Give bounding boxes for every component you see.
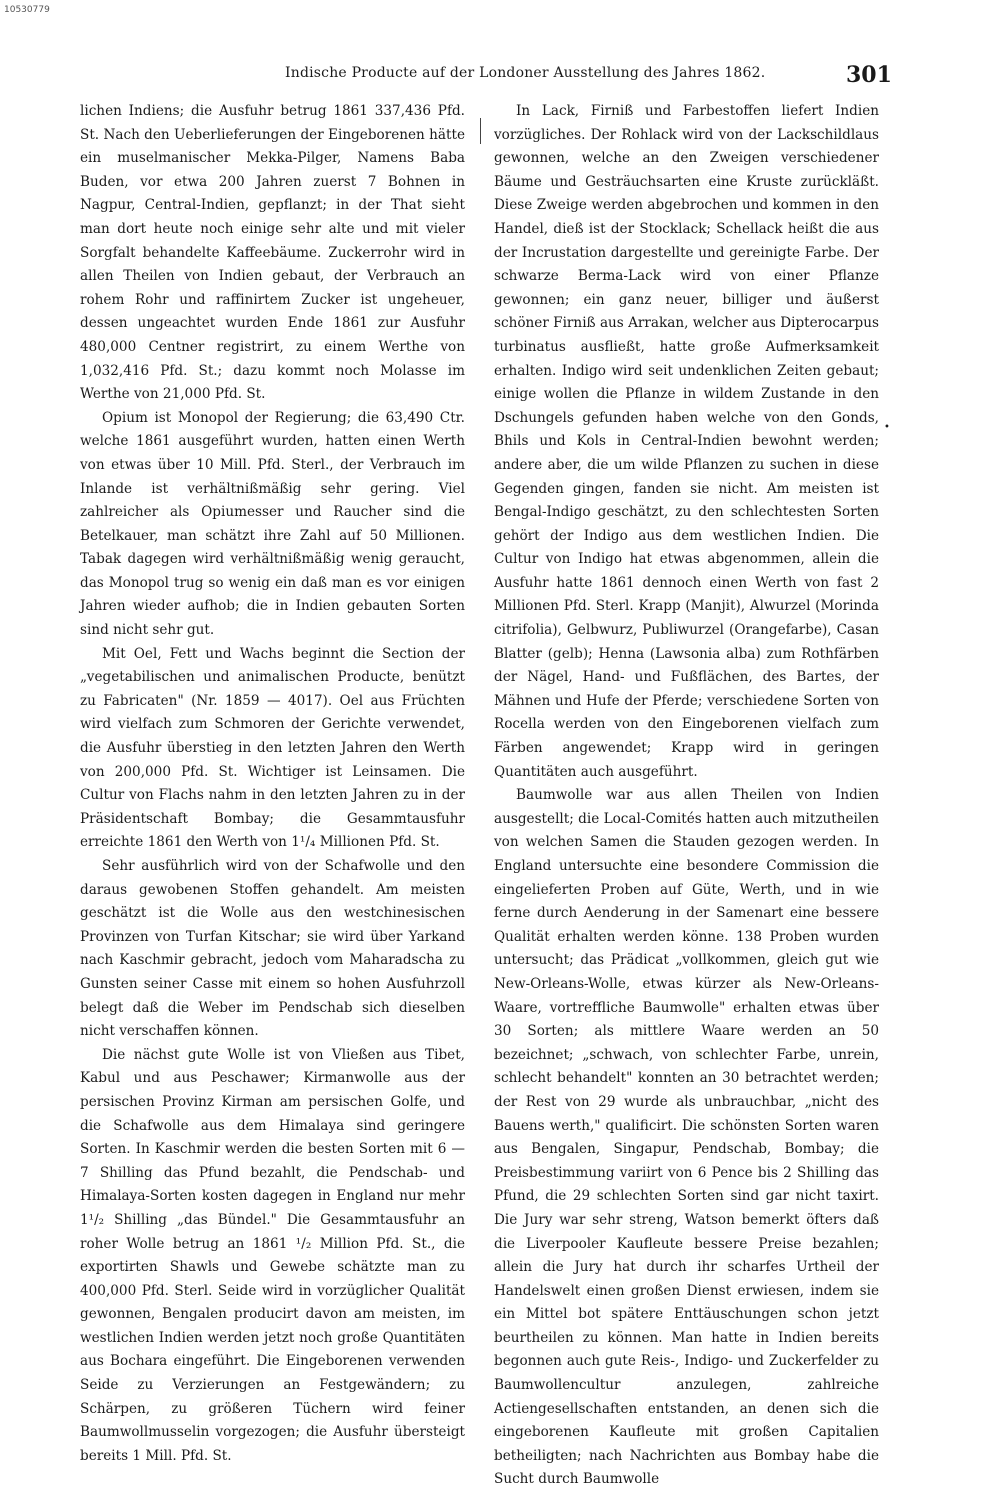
paragraph: Mit Oel, Fett und Wachs beginnt die Section der „vegetabilischen und animalischen Producte, benützt zu Fabricaten" (Nr. 1859 — 4017). Oel aus Früchten wird vielfach zum Schmoren der Gerichte verwendet, die Ausfuhr überstieg in den letzten Jahren den Werth von 200,000 Pfd. St. Wichtiger ist Leinsamen. Die Cultur von Flachs nahm in den letzten Jahren zu in der Präsidentschaft Bombay; die Gesammtausfuhr erreichte 1861 den Werth von 1¹/₄ Millionen Pfd. St. [80, 645, 465, 851]
paragraph: Opium ist Monopol der Regierung; die 63,490 Ctr. welche 1861 ausgeführt wurden, hatten einen Werth von etwas über 10 Mill. Pfd. Sterl., der Verbrauch im Inlande ist verhältnißmäßig sehr gering. Viel zahlreicher als Opiumesser und Raucher sind die Betelkauer, man schätzt ihre Zahl auf 50 Millionen. Tabak dagegen wird verhältnißmäßig wenig geraucht, das Monopol trug so wenig ein daß man es vor einigen Jahren wieder aufhob; die in Indien gebauten Sorten sind nicht sehr gut. [80, 409, 465, 639]
paragraph: Die nächst gute Wolle ist von Vließen aus Tibet, Kabul und aus Peschawer; Kirmanwolle aus der persischen Provinz Kirman am persischen Golfe, und die Schafwolle aus dem Himalaya sind geringere Sorten. In Kaschmir werden die besten Sorten mit 6 — 7 Shilling das Pfund bezahlt, die Pendschab- und Himalaya-Sorten kosten dagegen in England nur mehr 1¹/₂ Shilling „das Bündel." Die Gesammtausfuhr an roher Wolle betrug an 1861 ¹/₂ Million Pfd. St., die exportirten Shawls und Gewebe schätzte man zu 400,000 Pfd. Sterl. Seide wird in vorzüglicher Qualität gewonnen, Bengalen producirt davon am meisten, im westlichen Indien werden jetzt noch große Quantitäten aus Bochara eingeführt. Die Eingeborenen verwenden Seide zu Verzierungen an Festgewändern; zu Schärpen, zu größeren Tüchern wird feiner Baumwollmusselin vorgezogen; die Ausfuhr übersteigt bereits 1 Mill. Pfd. St. [80, 1046, 465, 1464]
stray-mark: • [884, 422, 890, 433]
paragraph: In Lack, Firniß und Farbestoffen liefert Indien vorzügliches. Der Rohlack wird von der Lackschildlaus gewonnen, welche an den Zweigen verschiedener Bäume und Gesträuchsarten eine Kruste zurückläßt. Diese Zweige werden abgebrochen und kommen in den Handel, dieß ist der Stocklack; Schellack heißt die aus der Incrustation dargestellte und gereinigte Farbe. Der schwarze Berma-Lack wird von einer Pflanze gewonnen; ein ganz neuer, billiger und äußerst schöner Firniß aus Arrakan, welcher aus Dipterocarpus turbinatus ausfließt, hatte große Aufmerksamkeit erhalten. Indigo wird seit undenklichen Zeiten gebaut; einige wollen die Pflanze in wildem Zustande in den Dschungels gefunden haben welche von den Gonds, Bhils und Kols in Central-Indien bewohnt werden; andere aber, die um wilde Pflanzen zu suchen in diese Gegenden gingen, fanden sie nicht. Am meisten ist Bengal-Indigo geschätzt, zu den schlechtesten Sorten gehört der Indigo aus dem westlichen Indien. Die Cultur von Indigo hat etwas abgenommen, allein die Ausfuhr hatte 1861 dennoch einen Werth von fast 2 Millionen Pfd. Sterl. Krapp (Manjit), Alwurzel (Morinda citrifolia), Gelbwurz, Publiwurzel (Orangefarbe), Casan Blatter (gelb); Henna (Lawsonia alba) zum Rothfärben der Nägel, Hand- und Fußflächen, des Bartes, der Mähnen und Hufe der Pferde; verschiedene Sorten von Rocella werden von den Eingeborenen vielfach zum Färben angewendet; Krapp wird in geringen Quantitäten auch ausgeführt. [494, 103, 879, 780]
right-column [494, 100, 879, 1492]
scan-id: 10530779 [4, 5, 50, 15]
left-column [80, 100, 465, 1468]
column-divider [480, 118, 481, 144]
page-number: 301 [846, 62, 892, 88]
paragraph: Baumwolle war aus allen Theilen von Indien ausgestellt; die Local-Comités hatten auch mitzutheilen von welchen Samen die Stauden gezogen werden. In England untersuchte eine besondere Commission die eingelieferten Proben auf Güte, Werth, und in wie ferne durch Aenderung in der Samenart eine bessere Qualität erhalten werden könne. 138 Proben wurden untersucht; das Prädicat „vollkommen, gleich gut wie New-Orleans-Wolle, etwas kürzer als New-Orleans-Waare, vortreffliche Baumwolle" erhalten etwas über 30 Sorten; als mittlere Waare werden an 50 bezeichnet; „schwach, von schlechter Farbe, unrein, schlecht behandelt" konnten an 30 betrachtet werden; der Rest von 29 wurde als unbrauchbar, „nicht des Bauens werth," qualificirt. Die schönsten Sorten waren aus Bengalen, Singapur, Pendschab, Bombay; die Preisbestimmung variirt von 6 Pence bis 2 Shilling das Pfund, die 29 schlechten Sorten sind gar nicht taxirt. Die Jury war sehr streng, Watson bemerkt öfters daß die Liverpooler Kaufleute bessere Preise bezahlen; allein die Jury hat durch ihr scharfes Urtheil der Handelswelt einen großen Dienst erwiesen, indem sie ein Mittel bot spätere Enttäuschungen schon jetzt beurtheilen zu können. Man hatte in Indien bereits begonnen auch gute Reis-, Indigo- und Zuckerfelder zu Baumwollencultur anzulegen, zahlreiche Actiengesellschaften entstanden, an denen sich die eingeborenen Kaufleute mit großen Capitalien betheiligten; nach Nachrichten aus Bombay habe die Sucht durch Baumwolle [494, 787, 879, 1488]
paragraph: Sehr ausführlich wird von der Schafwolle und den daraus gewobenen Stoffen gehandelt. Am meisten geschätzt ist die Wolle aus den westchinesischen Provinzen von Turfan Kitschar; sie wird über Yarkand nach Kaschmir gebracht, jedoch vom Maharadscha zu Gunsten seiner Casse mit einem so hohen Ausfuhrzoll belegt daß die Weber im Pendschab sich dieselben nicht verschaffen können. [80, 858, 465, 1040]
paragraph: lichen Indiens; die Ausfuhr betrug 1861 337,436 Pfd. St. Nach den Ueberlieferungen der Eingeborenen hätte ein muselmanischer Mekka-Pilger, Namens Baba Buden, vor etwa 200 Jahren zuerst 7 Bohnen in Nagpur, Central-Indien, gepflanzt; in der That sieht man dort heute noch einige sehr alte und mit vieler Sorgfalt behandelte Kaffeebäume. Zuckerrohr wird in allen Theilen von Indien gebaut, der Verbrauch an rohem Rohr und raffinirtem Zucker ist ungeheuer, dessen ungeachtet wurden Ende 1861 zur Ausfuhr 480,000 Centner registrirt, zu einem Werthe von 1,032,416 Pfd. St.; dazu kommt noch Molasse im Werthe von 21,000 Pfd. St. [80, 103, 465, 403]
running-head: Indische Producte auf der Londoner Ausstellung des Jahres 1862. [285, 65, 766, 81]
